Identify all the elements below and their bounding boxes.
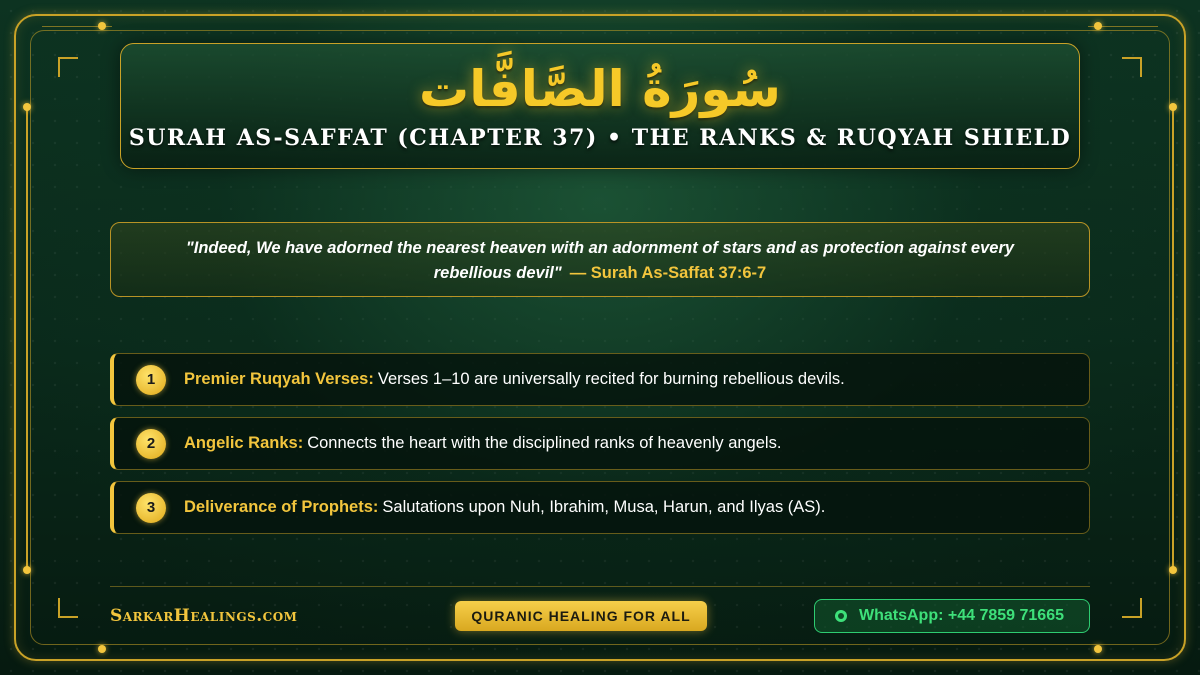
top-right-dot: [1169, 103, 1177, 111]
top-left-dot: [23, 103, 31, 111]
list-item-title: Deliverance of Prophets:: [184, 498, 379, 516]
bottom-right-corner-dot: [1094, 645, 1102, 653]
bottom-left-dot: [23, 566, 31, 574]
corner-bracket-bottom-right: [1122, 598, 1142, 618]
quote-text: "Indeed, We have adorned the nearest heaven with an adornment of stars and as protection against every rebellious devil": [185, 239, 1015, 282]
bottom-right-dot: [1169, 566, 1177, 574]
list-item-text: Verses 1–10 are universally recited for burning rebellious devils.: [377, 370, 845, 388]
arabic-title: سُورَةُ الصَّافَّات: [419, 60, 781, 118]
list-item-line: [184, 354, 845, 405]
top-left-corner-dot: [98, 22, 106, 30]
list-item: [110, 481, 1090, 534]
corner-bracket-top-left: [58, 57, 78, 77]
whatsapp-number: WhatsApp: +44 7859 71665: [859, 607, 1064, 624]
left-frame-line: [26, 105, 28, 570]
corner-bracket-top-right: [1122, 57, 1142, 77]
english-title: SURAH AS-SAFFAT (CHAPTER 37) • THE RANKS & RUQYAH SHIELD: [128, 125, 1072, 151]
list-item: [110, 417, 1090, 470]
number-badge: 2: [136, 429, 166, 459]
list-item-line: [184, 418, 781, 469]
right-frame-line: [1172, 105, 1174, 570]
title-panel: [120, 43, 1080, 169]
whatsapp-button[interactable]: [814, 599, 1090, 633]
list-item-text: Salutations upon Nuh, Ibrahim, Musa, Harun, and Ilyas (AS).: [382, 498, 826, 516]
footer-divider: [110, 586, 1090, 587]
number-badge: 1: [136, 365, 166, 395]
quote-source: — Surah As-Saffat 37:6-7: [569, 264, 767, 282]
number-badge: 3: [136, 493, 166, 523]
list-item-title: Angelic Ranks:: [184, 434, 304, 452]
quote-box: [110, 222, 1090, 297]
top-right-corner-dot: [1094, 22, 1102, 30]
list-item-text: Connects the heart with the disciplined ranks of heavenly angels.: [307, 434, 782, 452]
list-item-line: [184, 482, 825, 533]
list-item: [110, 353, 1090, 406]
corner-bracket-bottom-left: [58, 598, 78, 618]
bottom-left-corner-dot: [98, 645, 106, 653]
site-link[interactable]: SarkarHealings.com: [110, 606, 298, 626]
whatsapp-icon: [835, 610, 847, 622]
tagline-badge: QURANIC HEALING FOR ALL: [455, 601, 707, 631]
list-item-title: Premier Ruqyah Verses:: [184, 370, 374, 388]
